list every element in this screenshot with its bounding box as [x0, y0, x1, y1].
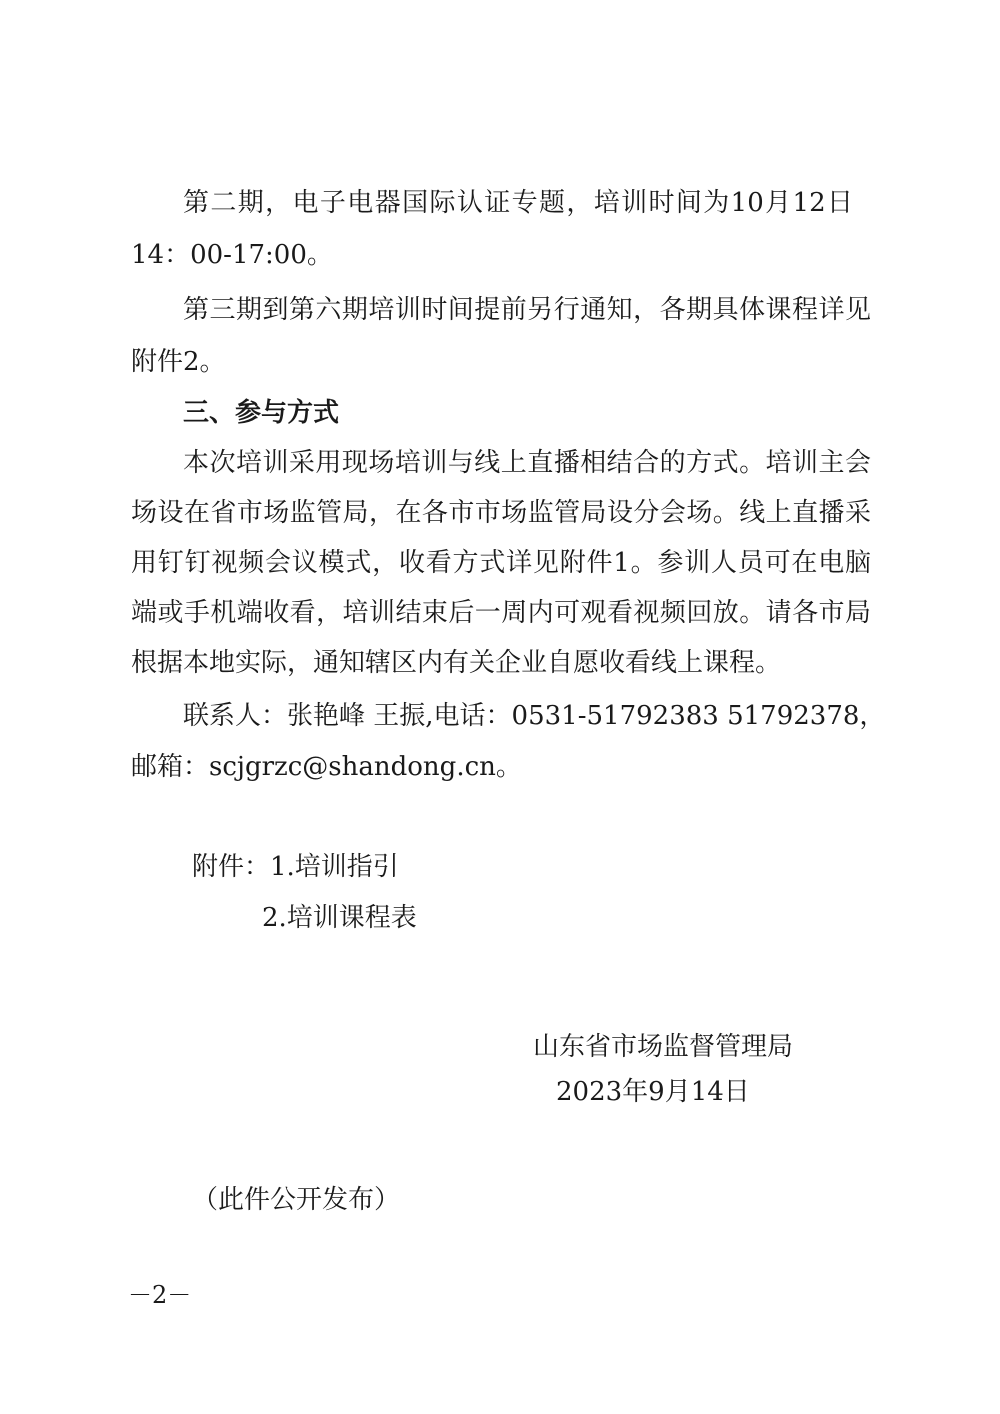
participation-line-1: 本次培训采用现场培训与线上直播相结合的方式。培训主会 — [183, 448, 871, 478]
participation-line-5: 根据本地实际，通知辖区内有关企业自愿收看线上课程。 — [131, 648, 782, 678]
session-two-line-2: 14：00-17:00。 — [131, 240, 333, 270]
contact-line-2: 邮箱：scjgrzc@shandong.cn。 — [131, 752, 522, 782]
issue-date: 2023年9月14日 — [556, 1077, 750, 1107]
participation-line-4: 端或手机端收看，培训结束后一周内可观看视频回放。请各市局 — [131, 598, 871, 628]
session-two-line-1: 第二期，电子电器国际认证专题，培训时间为10月12日 — [183, 188, 853, 218]
sessions-later-line-2: 附件2。 — [131, 347, 226, 377]
participation-line-3: 用钉钉视频会议模式，收看方式详见附件1。参训人员可在电脑 — [131, 548, 871, 578]
section-three-heading: 三、参与方式 — [183, 398, 340, 428]
attachment-item-1: 附件：1.培训指引 — [192, 852, 399, 882]
public-release-note: （此件公开发布） — [192, 1185, 401, 1215]
contact-line-1: 联系人：张艳峰 王振,电话：0531-51792383 51792378， — [183, 701, 886, 731]
page-number: －2－ — [128, 1281, 192, 1309]
attachment-item-2: 2.培训课程表 — [262, 903, 417, 933]
participation-line-2: 场设在省市场监管局，在各市市场监管局设分会场。线上直播采 — [131, 498, 871, 528]
issuing-organization: 山东省市场监督管理局 — [533, 1032, 794, 1062]
sessions-later-line-1: 第三期到第六期培训时间提前另行通知，各期具体课程详见 — [183, 295, 871, 325]
